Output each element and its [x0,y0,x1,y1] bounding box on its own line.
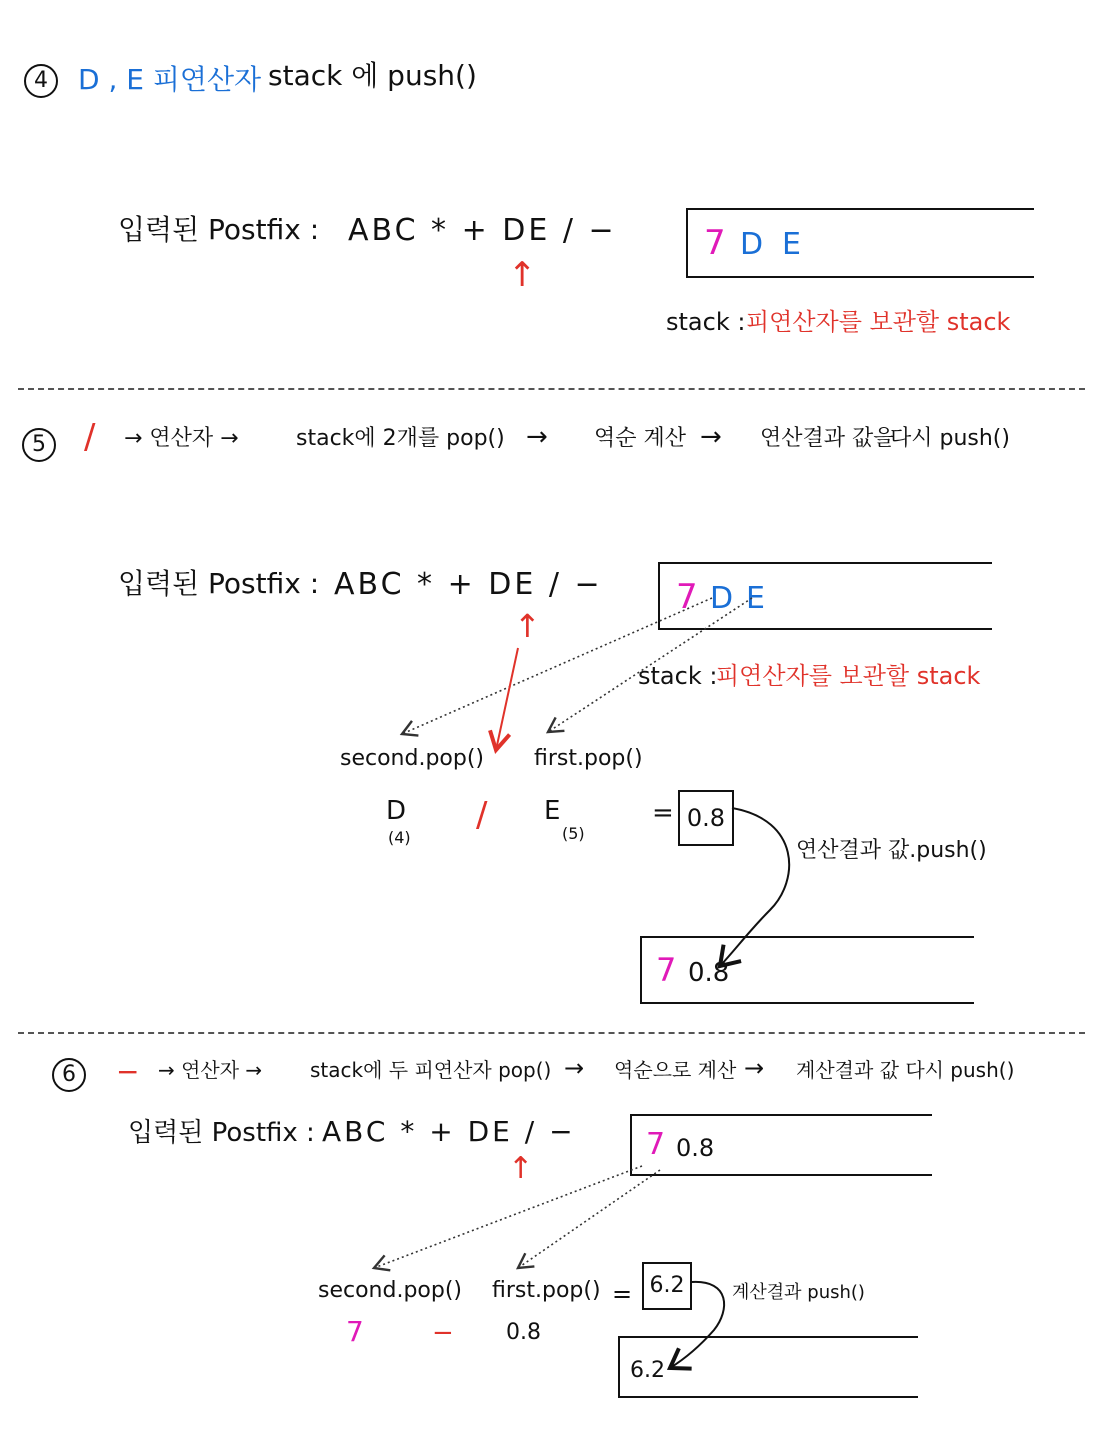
step-6-operator: − [116,1055,140,1088]
step-5-flow-1: → 연산자 → [124,426,239,451]
postfix-expression: ABC * + DE / − [334,567,603,602]
stack-caption: 피연산자를 보관할 stack [716,662,981,690]
stack-item: E [746,581,765,616]
current-token-arrow: ↑ [508,255,537,295]
stack-item: 7 [646,1127,666,1162]
step-5-flow-4: 역순 계산 [594,426,687,451]
stack-item: D [740,227,764,262]
stack-item: 6.2 [630,1358,665,1383]
postfix-expression: ABC * + DE / − [348,213,617,248]
pop-arrow-d [402,598,712,734]
step-4-number: 4 [24,64,58,98]
push-curve [720,808,789,966]
postfix-label: 입력된 Postfix : [118,213,320,246]
step-6-flow-3: → [564,1054,585,1082]
step-5-flow-7: 다시 push() [890,426,1010,451]
stack-caption: 피연산자를 보관할 stack [746,308,1011,336]
postfix-expression: ABC * + DE / − [322,1115,576,1148]
step-5-operator: / [84,417,96,457]
pop-arrow-08 [518,1170,660,1268]
pop-arrow-e [548,598,752,732]
postfix-label: 입력된 Postfix : [128,1118,315,1148]
step-4-title-highlight: D , E 피연산자 [78,63,262,96]
step-6-flow-4: 역순으로 계산 [614,1058,737,1082]
operand-first: 0.8 [506,1320,541,1345]
postfix-label: 입력된 Postfix : [118,567,320,600]
step-5-number: 5 [22,428,56,462]
second-pop-label: second.pop() [318,1278,463,1303]
result-box: 6.2 [642,1262,692,1310]
stack-item: 7 [704,223,726,263]
step-5-flow-2: stack에 2개를 pop() [296,426,505,451]
operand-second-value: (4) [388,828,411,847]
step-6-flow-2: stack에 두 피연산자 pop() [310,1058,552,1082]
second-pop-label: second.pop() [340,746,485,771]
step-5-flow-6: 연산결과 값을 [760,426,895,451]
operator: / [476,795,488,835]
step-5-flow-3: → [526,422,548,452]
step-6-flow-5: → [744,1054,765,1082]
current-token-arrow: ↑ [508,1151,534,1186]
pop-arrow-7 [374,1166,642,1268]
equals-sign: = [612,1280,633,1308]
equals-sign: = [652,798,674,828]
step-6-flow-6: 계산결과 값 다시 push() [796,1058,1015,1082]
push-note: 연산결과 값.push() [796,838,987,863]
stack-item: 7 [656,951,677,989]
operand-first-value: (5) [562,824,585,843]
first-pop-label: first.pop() [534,746,643,771]
step-6-number: 6 [52,1058,86,1092]
stack-caption-label: stack : [638,662,718,690]
step-5-flow-5: → [700,422,722,452]
step-6-flow-1: → 연산자 → [158,1058,263,1082]
stack-item: 0.8 [688,958,730,988]
stack-item: 0.8 [676,1134,715,1162]
push-note: 계산결과 push() [732,1282,865,1303]
push-curve [670,1282,724,1368]
stack-item: 7 [676,577,698,617]
stack-item: E [782,227,801,262]
operator: − [432,1318,454,1348]
operand-second: 7 [346,1315,364,1348]
first-pop-label: first.pop() [492,1278,601,1303]
operand-second: D [386,796,407,826]
operator-arrow [496,648,518,750]
stack-caption-label: stack : [666,308,746,336]
operand-first: E [544,796,561,826]
stack-item: D [710,581,734,616]
result-box: 0.8 [678,790,734,846]
current-token-arrow: ↑ [514,607,541,645]
step-4-title: stack 에 push() [268,59,477,92]
